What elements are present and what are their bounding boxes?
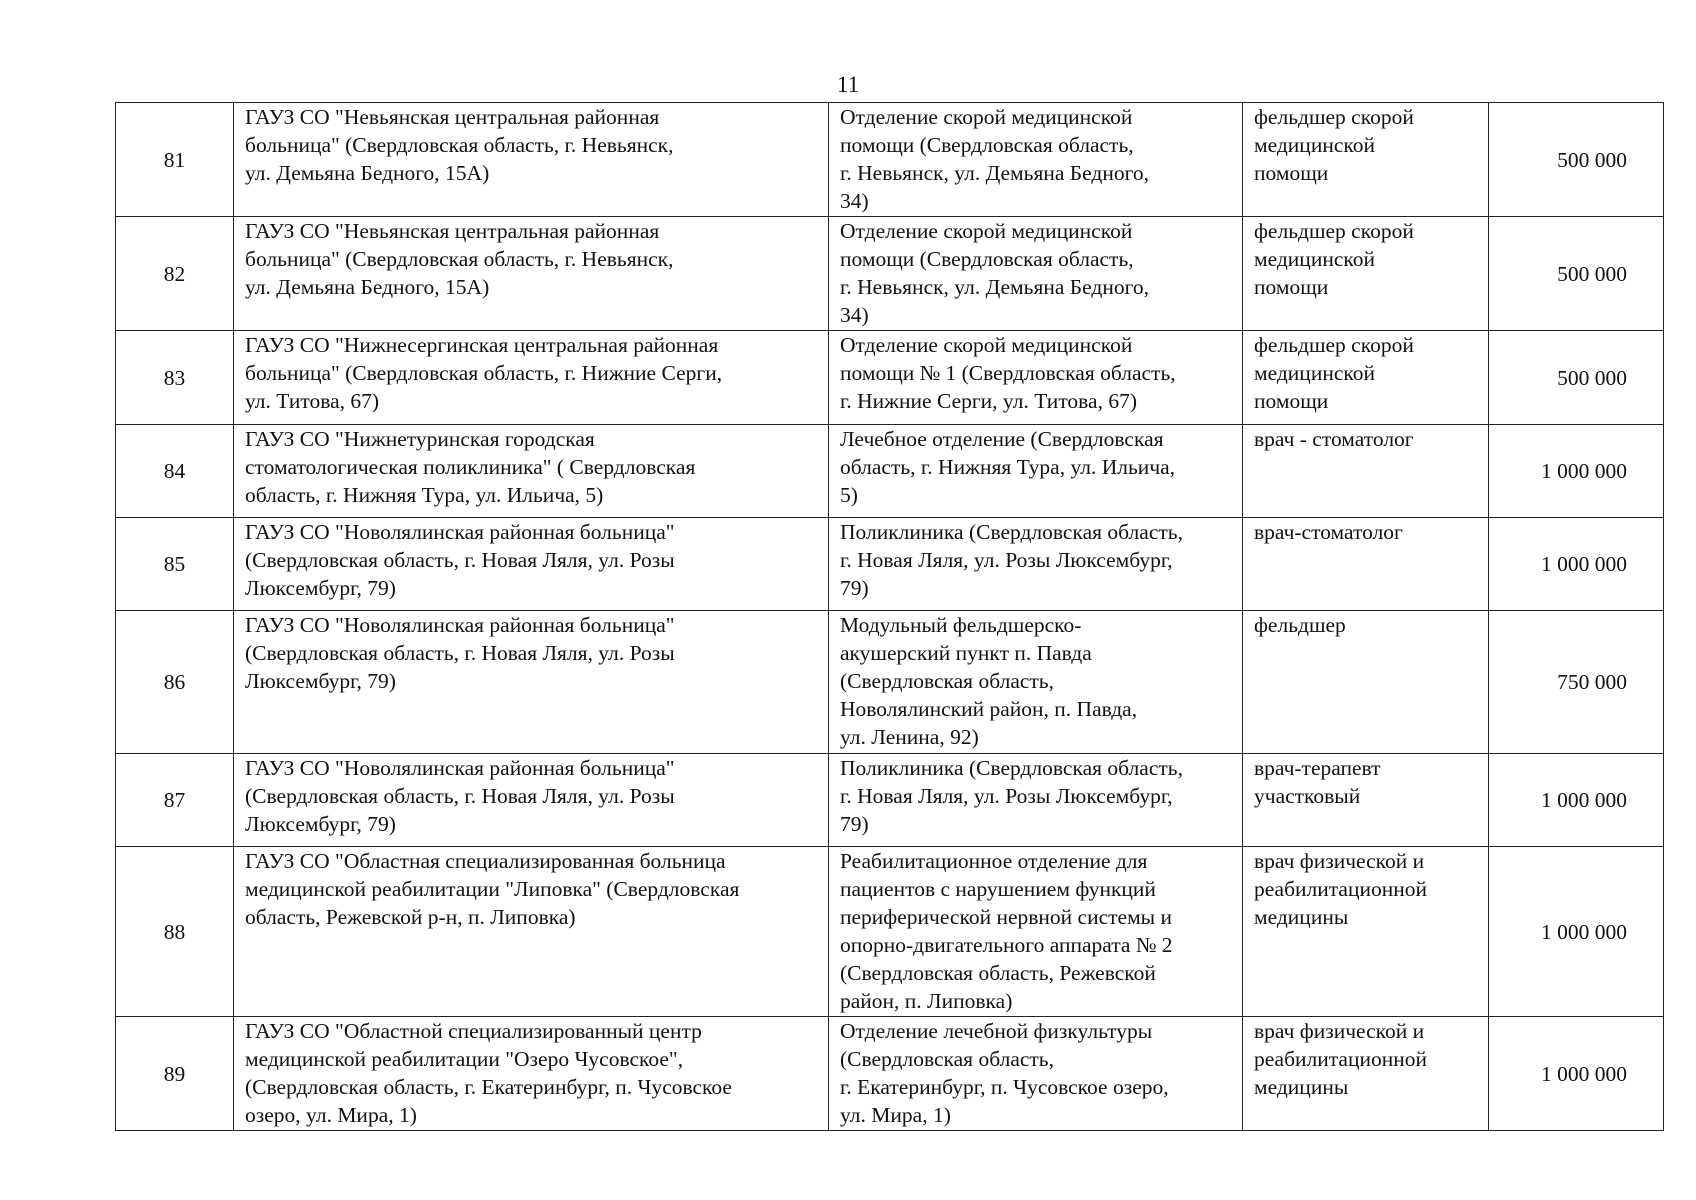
org-line: ГАУЗ СО "Новолялинская районная больница" <box>245 756 675 780</box>
org-line: Люксембург, 79) <box>245 669 396 693</box>
amount-cell: 500 000 <box>1489 217 1664 331</box>
unit-line: Новолялинский район, п. Павда, <box>840 697 1138 721</box>
unit-line: Поликлиника (Свердловская область, <box>840 520 1183 544</box>
table-row <box>116 611 1664 754</box>
amount-cell: 1 000 000 <box>1489 518 1664 611</box>
org-cell <box>234 847 829 1017</box>
unit-line: (Свердловская область, <box>840 669 1054 693</box>
position-line: помощи <box>1254 275 1329 299</box>
unit-line: Поликлиника (Свердловская область, <box>840 756 1183 780</box>
position-line: медицинской <box>1254 133 1375 157</box>
position-line: фельдшер <box>1254 613 1346 637</box>
org-line: больница" (Свердловская область, г. Невьянск, <box>245 133 674 157</box>
position-line: врач физической и <box>1254 1019 1425 1043</box>
unit-cell <box>829 1017 1243 1131</box>
institutions-table <box>115 102 1664 1131</box>
org-line: область, г. Нижняя Тура, ул. Ильича, 5) <box>245 483 604 507</box>
position-line: медицины <box>1254 905 1349 929</box>
position-cell <box>1243 425 1489 518</box>
unit-line: помощи (Свердловская область, <box>840 133 1134 157</box>
unit-line: г. Екатеринбург, п. Чусовское озеро, <box>840 1075 1169 1099</box>
position-line: медицинской <box>1254 361 1375 385</box>
unit-line: (Свердловская область, <box>840 1047 1054 1071</box>
unit-cell <box>829 847 1243 1017</box>
unit-line: (Свердловская область, Режевской <box>840 961 1156 985</box>
unit-cell <box>829 103 1243 217</box>
unit-line: пациентов с нарушением функций <box>840 877 1156 901</box>
org-line: (Свердловская область, г. Екатеринбург, п. Чусовское <box>245 1075 732 1099</box>
row-number-cell: 86 <box>116 611 234 754</box>
org-line: ГАУЗ СО "Областная специализированная больница <box>245 849 726 873</box>
unit-line: Модульный фельдшерско- <box>840 613 1082 637</box>
position-cell <box>1243 847 1489 1017</box>
unit-line: помощи № 1 (Свердловская область, <box>840 361 1176 385</box>
unit-cell <box>829 611 1243 754</box>
amount-cell: 1 000 000 <box>1489 425 1664 518</box>
row-number-cell: 84 <box>116 425 234 518</box>
position-cell <box>1243 518 1489 611</box>
position-cell <box>1243 611 1489 754</box>
table-row <box>116 754 1664 847</box>
unit-cell <box>829 754 1243 847</box>
position-line: медицины <box>1254 1075 1349 1099</box>
org-cell <box>234 425 829 518</box>
org-cell <box>234 331 829 425</box>
unit-line: ул. Ленина, 92) <box>840 725 979 749</box>
org-cell <box>234 103 829 217</box>
amount-cell: 1 000 000 <box>1489 847 1664 1017</box>
org-line: ГАУЗ СО "Новолялинская районная больница" <box>245 520 675 544</box>
unit-line: 5) <box>840 483 858 507</box>
unit-cell <box>829 331 1243 425</box>
org-cell <box>234 754 829 847</box>
org-line: ГАУЗ СО "Невьянская центральная районная <box>245 105 660 129</box>
unit-line: 34) <box>840 189 869 213</box>
org-line: область, Режевской р-н, п. Липовка) <box>245 905 576 929</box>
unit-line: г. Новая Ляля, ул. Розы Люксембург, <box>840 548 1173 572</box>
position-cell <box>1243 103 1489 217</box>
row-number-cell: 81 <box>116 103 234 217</box>
position-line: помощи <box>1254 161 1329 185</box>
org-line: больница" (Свердловская область, г. Нижние Серги, <box>245 361 723 385</box>
org-line: ул. Титова, 67) <box>245 389 380 413</box>
unit-line: помощи (Свердловская область, <box>840 247 1134 271</box>
unit-line: Реабилитационное отделение для <box>840 849 1148 873</box>
unit-line: Отделение скорой медицинской <box>840 105 1133 129</box>
unit-line: г. Невьянск, ул. Демьяна Бедного, <box>840 161 1149 185</box>
amount-cell: 500 000 <box>1489 331 1664 425</box>
table-body <box>116 103 1664 1131</box>
position-line: медицинской <box>1254 247 1375 271</box>
org-line: (Свердловская область, г. Новая Ляля, ул. Розы <box>245 548 675 572</box>
table-row <box>116 217 1664 331</box>
org-line: ГАУЗ СО "Новолялинская районная больница" <box>245 613 675 637</box>
row-number-cell: 85 <box>116 518 234 611</box>
unit-line: опорно-двигательного аппарата № 2 <box>840 933 1173 957</box>
org-line: ГАУЗ СО "Областной специализированный центр <box>245 1019 702 1043</box>
unit-line: район, п. Липовка) <box>840 989 1013 1013</box>
unit-line: периферической нервной системы и <box>840 905 1173 929</box>
unit-line: Отделение скорой медицинской <box>840 333 1133 357</box>
org-cell <box>234 217 829 331</box>
position-line: фельдшер скорой <box>1254 105 1414 129</box>
unit-line: Отделение скорой медицинской <box>840 219 1133 243</box>
unit-line: ул. Мира, 1) <box>840 1103 951 1127</box>
position-cell <box>1243 754 1489 847</box>
org-line: медицинской реабилитации "Озеро Чусовское", <box>245 1047 684 1071</box>
position-line: врач-терапевт <box>1254 756 1381 780</box>
unit-line: г. Нижние Серги, ул. Титова, 67) <box>840 389 1138 413</box>
page-number: 11 <box>836 72 860 97</box>
table-row <box>116 518 1664 611</box>
position-cell <box>1243 217 1489 331</box>
org-line: Люксембург, 79) <box>245 576 396 600</box>
row-number-cell: 83 <box>116 331 234 425</box>
org-line: ГАУЗ СО "Невьянская центральная районная <box>245 219 660 243</box>
position-line: фельдшер скорой <box>1254 333 1414 357</box>
position-line: реабилитационной <box>1254 877 1428 901</box>
position-line: реабилитационной <box>1254 1047 1428 1071</box>
row-number-cell: 89 <box>116 1017 234 1131</box>
row-number-cell: 87 <box>116 754 234 847</box>
table-row <box>116 331 1664 425</box>
unit-cell <box>829 518 1243 611</box>
unit-cell <box>829 425 1243 518</box>
org-line: (Свердловская область, г. Новая Ляля, ул. Розы <box>245 641 675 665</box>
amount-cell: 1 000 000 <box>1489 1017 1664 1131</box>
amount-cell: 1 000 000 <box>1489 754 1664 847</box>
position-line: помощи <box>1254 389 1329 413</box>
unit-line: г. Новая Ляля, ул. Розы Люксембург, <box>840 784 1173 808</box>
org-line: Люксембург, 79) <box>245 812 396 836</box>
org-line: озеро, ул. Мира, 1) <box>245 1103 417 1127</box>
org-cell <box>234 518 829 611</box>
org-cell <box>234 611 829 754</box>
unit-line: 79) <box>840 576 869 600</box>
unit-line: г. Невьянск, ул. Демьяна Бедного, <box>840 275 1149 299</box>
position-line: врач физической и <box>1254 849 1425 873</box>
row-number-cell: 82 <box>116 217 234 331</box>
position-line: врач - стоматолог <box>1254 427 1414 451</box>
unit-line: Отделение лечебной физкультуры <box>840 1019 1153 1043</box>
org-line: ГАУЗ СО "Нижнетуринская городская <box>245 427 595 451</box>
org-line: больница" (Свердловская область, г. Невьянск, <box>245 247 674 271</box>
amount-cell: 750 000 <box>1489 611 1664 754</box>
position-line: врач-стоматолог <box>1254 520 1403 544</box>
unit-line: область, г. Нижняя Тура, ул. Ильича, <box>840 455 1176 479</box>
row-number-cell: 88 <box>116 847 234 1017</box>
unit-line: 79) <box>840 812 869 836</box>
org-line: стоматологическая поликлиника" ( Свердловская <box>245 455 696 479</box>
org-line: медицинской реабилитации "Липовка" (Свердловская <box>245 877 740 901</box>
org-cell <box>234 1017 829 1131</box>
table-row <box>116 103 1664 217</box>
org-line: (Свердловская область, г. Новая Ляля, ул. Розы <box>245 784 675 808</box>
amount-cell: 500 000 <box>1489 103 1664 217</box>
position-line: фельдшер скорой <box>1254 219 1414 243</box>
table-row <box>116 1017 1664 1131</box>
position-cell <box>1243 1017 1489 1131</box>
position-line: участковый <box>1254 784 1361 808</box>
table-row <box>116 425 1664 518</box>
org-line: ул. Демьяна Бедного, 15А) <box>245 161 490 185</box>
unit-line: Лечебное отделение (Свердловская <box>840 427 1164 451</box>
org-line: ул. Демьяна Бедного, 15А) <box>245 275 490 299</box>
unit-cell <box>829 217 1243 331</box>
table-row <box>116 847 1664 1017</box>
unit-line: акушерский пункт п. Павда <box>840 641 1092 665</box>
org-line: ГАУЗ СО "Нижнесергинская центральная районная <box>245 333 719 357</box>
position-cell <box>1243 331 1489 425</box>
unit-line: 34) <box>840 303 869 327</box>
